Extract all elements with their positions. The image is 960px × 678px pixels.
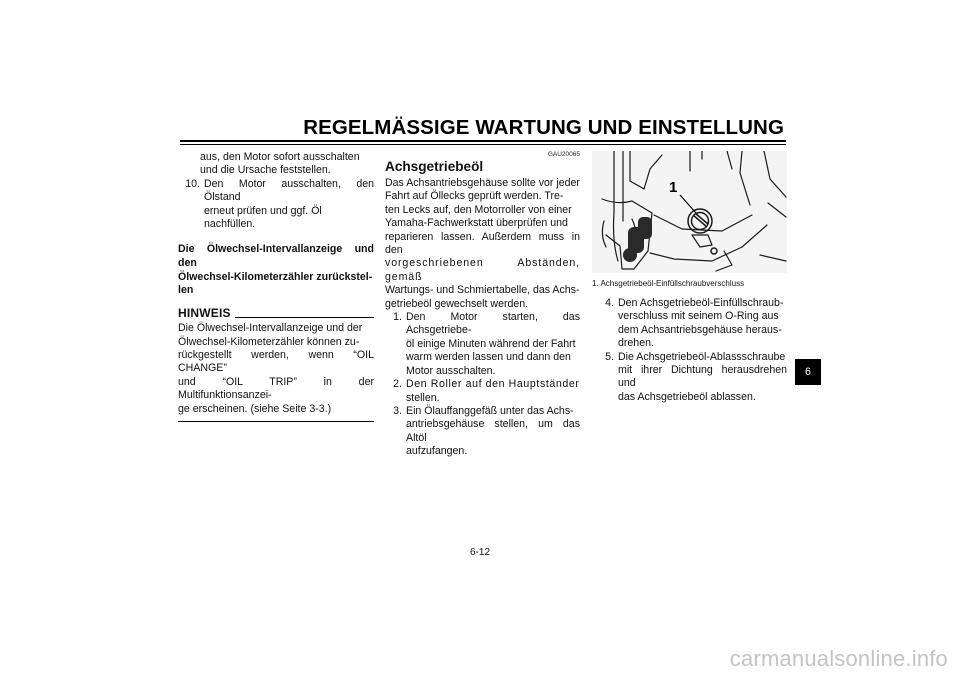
text-line: Ölwechsel-Kilometerzähler zurückstel- <box>178 270 373 283</box>
column-right <box>592 151 787 404</box>
header-rule-thin <box>180 144 786 145</box>
page-number: 6-12 <box>469 547 490 558</box>
header-rule-thick <box>180 140 786 142</box>
steps-list <box>592 297 787 404</box>
text-line: aus, den Motor sofort ausschalten <box>200 151 360 163</box>
text-line: Ölwechsel-Kilometerzähler können zu- <box>178 335 360 348</box>
text-line: Wartungs- und Schmiertabelle, das Achs- <box>385 284 580 297</box>
text-line: Motor ausschalten. <box>406 364 496 377</box>
text-line: dem Achsantriebsgehäuse heraus- <box>618 323 782 336</box>
step-number: 10. <box>185 177 200 190</box>
note-body <box>178 322 374 416</box>
final-drive-photo <box>592 151 787 273</box>
column-middle <box>385 151 580 459</box>
photo-caption: 1. Achsgetriebeöl-Einfüllschraubverschluss <box>592 279 745 288</box>
step-number: 2. <box>393 378 402 391</box>
step-number: 1. <box>393 311 402 324</box>
text-line: aufzufangen. <box>406 445 468 458</box>
text-line: Ein Ölauffanggefäß unter das Achs- <box>406 404 574 417</box>
note-end-rule <box>178 421 374 422</box>
step-number: 3. <box>393 404 402 417</box>
list-item-step-2 <box>385 378 580 405</box>
text-line: stellen. <box>406 391 440 404</box>
text-line: getriebeöl gewechselt werden. <box>385 297 529 310</box>
text-line: Den Roller auf den Hauptständer <box>406 378 580 391</box>
text-line: Den Achsgetriebeöl-Einfüllschraub- <box>618 297 784 309</box>
step-number: 4. <box>605 297 614 309</box>
text-line: reparieren lassen. Außerdem muss in den <box>385 230 580 257</box>
page-header-title: REGELMÄSSIGE WARTUNG UND EINSTELLUNG <box>303 116 784 139</box>
list-item-step-10 <box>178 178 374 232</box>
text-line: rückgestellt werden, wenn “OIL CHANGE” <box>178 349 374 375</box>
continued-step <box>178 151 374 178</box>
list-item-step-5 <box>592 351 787 405</box>
column-left <box>178 151 374 422</box>
list-item-step-1 <box>385 311 580 378</box>
text-line: Die Ölwechsel-Intervallanzeige und der <box>178 322 363 335</box>
text-line: das Achsgetriebeöl ablassen. <box>618 390 756 403</box>
list-item-step-3 <box>385 405 580 459</box>
callout-number: 1 <box>669 179 678 196</box>
final-drive-illustration <box>592 151 787 273</box>
text-line: und “OIL TRIP” in der Multifunktionsanzei- <box>178 375 374 402</box>
list-item-step-4 <box>592 297 787 351</box>
text-line: Die Achsgetriebeöl-Ablassschraube <box>618 350 786 363</box>
text-line: warm werden lassen und dann den <box>406 351 571 364</box>
text-line: antriebsgehäuse stellen, um das Altöl <box>406 418 580 444</box>
step-number: 5. <box>605 350 614 363</box>
text-line: ge erscheinen. (siehe Seite 3-3.) <box>178 402 332 415</box>
text-line: und die Ursache feststellen. <box>200 164 331 177</box>
text-line: drehen. <box>618 337 654 350</box>
watermark: carmanualsonline.info <box>729 646 948 671</box>
section-heading: Achsgetriebeöl <box>385 159 484 174</box>
text-line: Die Ölwechsel-Intervallanzeige und den <box>178 243 374 270</box>
text-line: Den Motor starten, das Achsgetriebe- <box>406 311 580 337</box>
text-line: erneut prüfen und ggf. Öl nachfüllen. <box>204 204 322 231</box>
text-line: Das Achsantriebsgehäuse sollte vor jeder <box>385 177 580 189</box>
note-label: HINWEIS <box>178 305 231 320</box>
steps-list <box>385 311 580 458</box>
note-header <box>178 307 374 320</box>
text-line: öl einige Minuten während der Fahrt <box>406 337 576 350</box>
text-line: Yamaha-Fachwerkstatt überprüfen und <box>385 217 568 230</box>
text-line: mit ihrer Dichtung herausdrehen und <box>618 364 787 390</box>
note-rule <box>235 317 374 318</box>
text-line: ten Lecks auf, den Motorroller von einer <box>385 203 572 216</box>
text-line: Fahrt auf Öllecks geprüft werden. Tre- <box>385 190 564 203</box>
chapter-tab: 6 <box>795 359 821 385</box>
text-line: Den Motor ausschalten, den Ölstand <box>204 177 374 204</box>
intro-paragraph <box>385 177 580 311</box>
text-line: verschluss mit seinem O-Ring aus <box>618 310 779 323</box>
text-line: len <box>178 284 194 297</box>
text-line: vorgeschriebenen Abständen, gemäß <box>385 257 580 283</box>
section-code: GAU20065 <box>547 151 580 158</box>
subheading-reset <box>178 243 374 297</box>
